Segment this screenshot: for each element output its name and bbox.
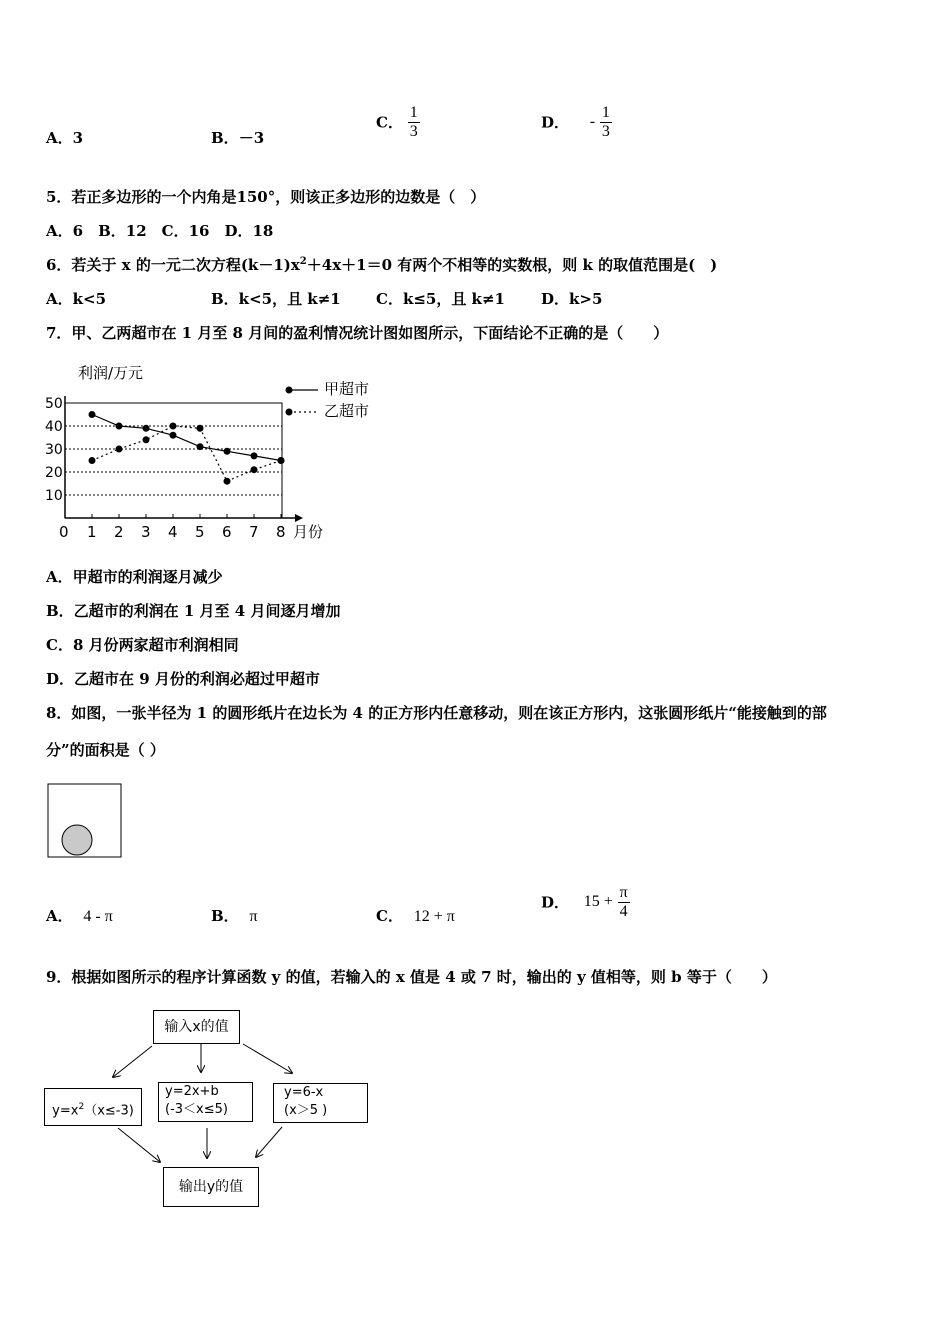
- mid-function-box: y=2x+b (-3＜x≤5): [158, 1082, 253, 1122]
- q7-option-d: D．乙超市在 9 月份的利润必超过甲超市: [46, 670, 320, 688]
- legend-label: 乙超市: [324, 402, 370, 420]
- q8-option-a: A． 4 - π: [46, 907, 113, 925]
- input-box: 输入x的值: [153, 1010, 240, 1044]
- fraction: $\frac{\pi}{4}$: [619, 884, 628, 920]
- q6-stem: 6．若关于 x 的一元二次方程$(k-1)x^2+4x+1=0$ 有两个不相等的实数根，则 k 的取值范围是( ): [46, 256, 718, 274]
- q6-option-d: D．k>5: [541, 290, 603, 308]
- q5-options: A．6 B．12 C．16 D．18: [46, 222, 274, 240]
- q4-option-b: B．－3: [211, 129, 265, 147]
- y-tick-label: 50: [45, 396, 63, 412]
- x-axis-label: 月份: [293, 523, 324, 541]
- x-tick-label: 8: [276, 523, 286, 541]
- q7-option-a: A．甲超市的利润逐月减少: [46, 568, 223, 586]
- y-tick-label: 10: [45, 488, 63, 504]
- y-axis-label: 利润/万元: [78, 364, 144, 382]
- q6-option-c: C．k≤5，且 k≠1: [376, 290, 505, 308]
- x-tick-label: 3: [141, 523, 151, 541]
- q8-stem-line1: 8．如图，一张半径为 1 的圆形纸片在边长为 4 的正方形内任意移动，则在该正方形内，这张圆形纸片“能接触到的部: [46, 704, 827, 722]
- q8-option-c: C． 12 + π: [376, 907, 455, 925]
- q4-option-d: D． - $\frac{1}{3}$: [541, 104, 610, 140]
- x-tick-label: 2: [114, 523, 124, 541]
- q7-option-c: C．8 月份两家超市利润相同: [46, 636, 239, 654]
- y-tick-label: 20: [45, 465, 63, 481]
- output-box: 输出y的值: [163, 1167, 259, 1207]
- q9-stem: 9．根据如图所示的程序计算函数 y 的值，若输入的 x 值是 4 或 7 时，输出的 y 值相等，则 b 等于（ ）: [46, 968, 777, 986]
- q4-option-c: C． $\frac{1}{3}$: [376, 104, 418, 140]
- q8-option-b: B． π: [211, 907, 258, 925]
- q6-option-a: A．k<5: [46, 290, 107, 308]
- q7-stem: 7．甲、乙两超市在 1 月至 8 月间的盈利情况统计图如图所示，下面结论不正确的是（ ）: [46, 324, 669, 342]
- arrow-input-to-right: [243, 1044, 292, 1073]
- y-tick-label: 40: [45, 419, 63, 435]
- q7-option-b: B．乙超市的利润在 1 月至 4 月间逐月增加: [46, 602, 341, 620]
- y-tick-label: 30: [45, 442, 63, 458]
- x-tick-label: 1: [87, 523, 97, 541]
- x-tick-label: 4: [168, 523, 178, 541]
- origin-label: 0: [59, 523, 69, 541]
- arrow-input-to-left: [113, 1046, 152, 1077]
- x-tick-label: 7: [249, 523, 259, 541]
- q8-option-d: D． 15 + $\frac{\pi}{4}$: [541, 884, 628, 920]
- q4-option-a: A．3: [46, 129, 84, 147]
- q8-stem-line2: 分”的面积是（ ）: [46, 741, 165, 759]
- right-function-box: y=6-x (x＞5 ): [273, 1083, 368, 1123]
- arrow-left-to-output: [118, 1128, 160, 1162]
- fraction: $\frac{1}{3}$: [601, 104, 610, 140]
- fraction: $\frac{1}{3}$: [409, 104, 418, 140]
- left-function-box: $y=x^2(x\le-3)$: [44, 1088, 142, 1126]
- x-tick-label: 5: [195, 523, 205, 541]
- arrow-right-to-output: [256, 1127, 282, 1157]
- q6-option-b: B．k<5，且 k≠1: [211, 290, 341, 308]
- legend-label: 甲超市: [324, 380, 370, 398]
- q5-stem: 5．若正多边形的一个内角是150°，则该正多边形的边数是（ ）: [46, 188, 486, 206]
- x-tick-label: 6: [222, 523, 232, 541]
